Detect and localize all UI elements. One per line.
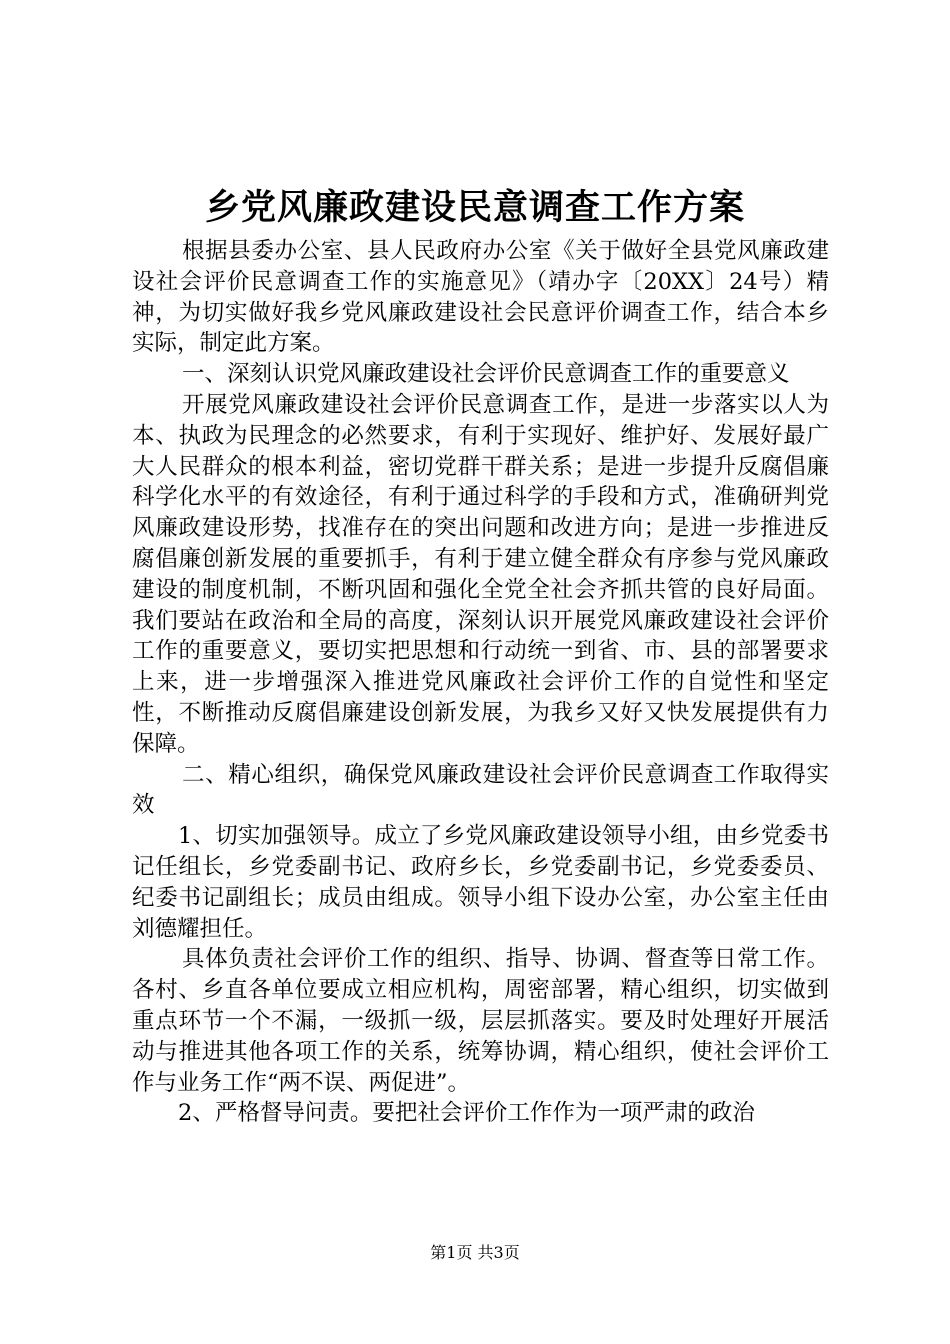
section-heading-2: 二、精心组织，确保党风廉政建设社会评价民意调查工作取得实效 [132,761,829,819]
body-paragraph: 具体负责社会评价工作的组织、指导、协调、督查等日常工作。各村、乡直各单位要成立相应机构，周密部署，精心组织，切实做到重点环节一个不漏，一级抓一级，层层抓落实。要及时处理好开展活动与推进其他各项工作的关系，统筹协调，精心组织，使社会评价工作与业务工作“两不误、两促进”。 [132,946,829,1096]
body-paragraph: 开展党风廉政建设社会评价民意调查工作，是进一步落实以人为本、执政为民理念的必然要求，有利于实现好、维护好、发展好最广大人民群众的根本利益，密切党群干群关系；是进一步提升反腐倡廉科学化水平的有效途径，有利于通过科学的手段和方式，准确研判党风廉政建设形势，找准存在的突出问题和改进方向；是进一步推进反腐倡廉创新发展的重要抓手，有利于建立健全群众有序参与党风廉政建设的制度机制，不断巩固和强化全党全社会齐抓共管的良好局面。我们要站在政治和全局的高度，深刻认识开展党风廉政建设社会评价工作的重要意义，要切实把思想和行动统一到省、市、县的部署要求上来，进一步增强深入推进党风廉政社会评价工作的自觉性和坚定性，不断推动反腐倡廉建设创新发展，为我乡又好又快发展提供有力保障。 [132,391,829,757]
intro-paragraph: 根据县委办公室、县人民政府办公室《关于做好全县党风廉政建设社会评价民意调查工作的实施意见》（靖办字〔20XX〕24号）精神，为切实做好我乡党风廉政建设社会民意评价调查工作，结合本乡实际，制定此方案。 [132,238,829,357]
section-heading-1: 一、深刻认识党风廉政建设社会评价民意调查工作的重要意义 [182,361,790,388]
document-title: 乡党风廉政建设民意调查工作方案 [204,188,745,228]
document-body [132,236,829,1129]
page-number: 第1页 共3页 [430,1243,520,1262]
numbered-item-1: 1、切实加强领导。成立了乡党风廉政建设领导小组，由乡党委书记任组长，乡党委副书记、政府乡长，乡党委副书记，乡党委委员、纪委书记副组长；成员由组成。领导小组下设办公室，办公室主任由刘德耀担任。 [132,823,829,942]
numbered-item-2: 2、严格督导问责。要把社会评价工作作为一项严肃的政治 [178,1100,755,1127]
